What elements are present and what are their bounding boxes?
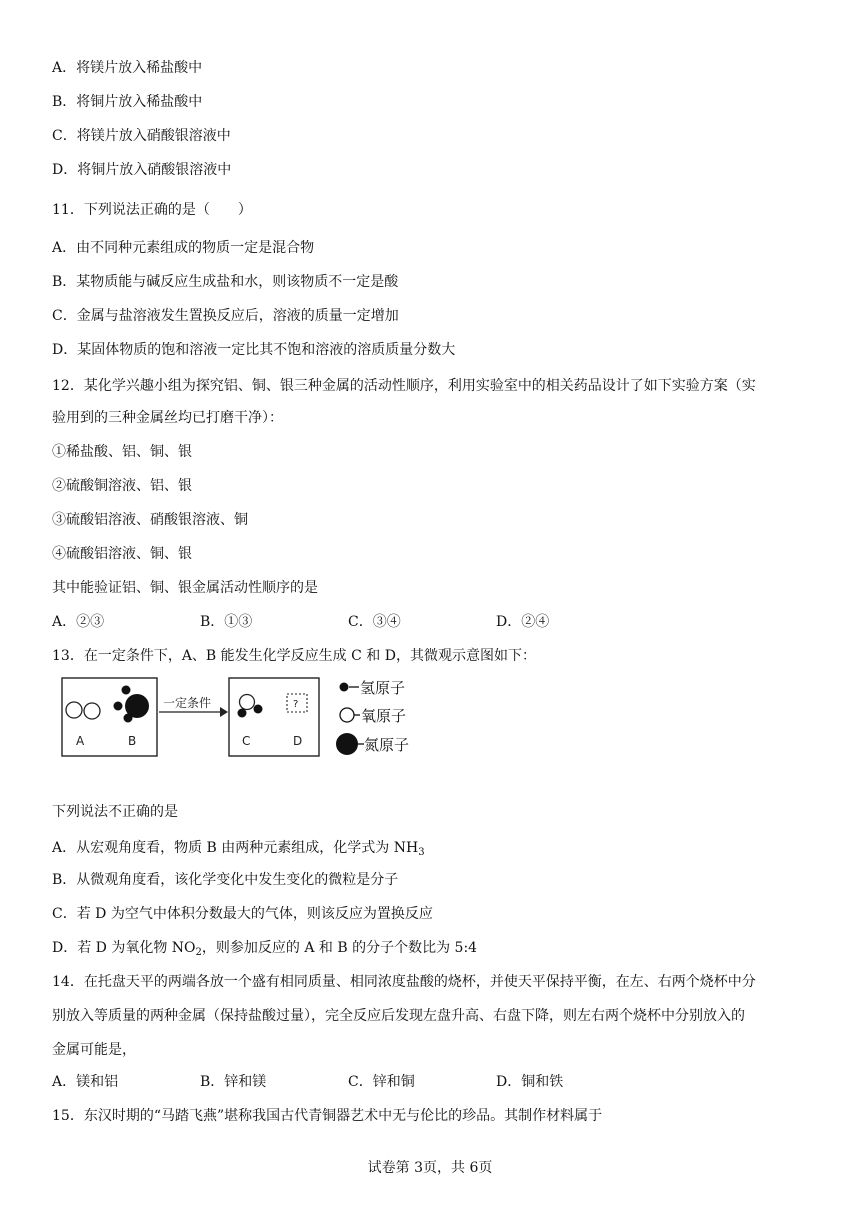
q12-question: 其中能验证铝、铜、银金属活动性顺序的是 — [52, 580, 318, 596]
q13-option-b: B．从微观角度看，该化学变化中发生变化的微粒是分子 — [52, 872, 399, 888]
q10-option-a: A．将镁片放入稀盐酸中 — [52, 60, 203, 76]
q12-scheme-4: ④硫酸铝溶液、铜、银 — [52, 546, 192, 562]
q11-option-b: B．某物质能与碱反应生成盐和水，则该物质不一定是酸 — [52, 274, 399, 290]
q14-option-d: D．铜和铁 — [496, 1074, 564, 1090]
q14-stem-line3: 金属可能是， — [52, 1042, 136, 1058]
q13-option-a-subscript: 3 — [418, 847, 425, 858]
q12-option-a: A．②③ — [52, 614, 105, 630]
legend-hydrogen: 氢原子 — [360, 679, 406, 697]
q12-stem-line2: 验用到的三种金属丝均已打磨干净）： — [52, 410, 283, 426]
q14-stem-line1: 14．在托盘天平的两端各放一个盛有相同质量、相同浓度盐酸的烧杯，并使天平保持平衡，在左、右两个烧杯中分 — [52, 974, 756, 990]
q12-options — [52, 612, 549, 632]
q13-stem: 13．在一定条件下，A、B 能发生化学反应生成 C 和 D，其微观示意图如下： — [52, 648, 536, 664]
q12-option-d: D．②④ — [496, 614, 550, 630]
label-a: A — [76, 734, 85, 748]
oxygen-atom-legend-icon — [340, 708, 360, 722]
q12-scheme-3: ③硫酸铝溶液、硝酸银溶液、铜 — [52, 512, 248, 528]
q14-option-a: A．镁和铝 — [52, 1074, 119, 1090]
q11-stem: 11．下列说法正确的是（ ） — [52, 202, 252, 218]
q14-option-b: B．锌和镁 — [200, 1074, 267, 1090]
q10-option-d: D．将铜片放入硝酸银溶液中 — [52, 162, 232, 178]
q13-option-a-text: A．从宏观角度看，物质 B 由两种元素组成，化学式为 NH — [52, 840, 419, 856]
hydrogen-atom-legend-icon — [340, 683, 360, 692]
q15-stem: 15．东汉时期的“马踏飞燕”堪称我国古代青铜器艺术中无与伦比的珍品。其制作材料属于 — [52, 1108, 603, 1124]
q12-scheme-1: ①稀盐酸、铝、铜、银 — [52, 444, 192, 460]
nitrogen-atom-legend-icon — [336, 733, 364, 755]
arrow-condition-label: 一定条件 — [163, 696, 212, 710]
label-c: C — [242, 734, 251, 748]
q12-option-b: B．①③ — [200, 614, 253, 630]
q13-option-d-pre: D．若 D 为氧化物 NO — [52, 940, 196, 956]
q12-option-c: C．③④ — [348, 614, 401, 630]
unknown-mark: ? — [293, 699, 299, 710]
q11-option-c: C．金属与盐溶液发生置换反应后，溶液的质量一定增加 — [52, 308, 399, 324]
q12-scheme-2: ②硫酸铜溶液、铝、银 — [52, 478, 192, 494]
q13-option-c: C．若 D 为空气中体积分数最大的气体，则该反应为置换反应 — [52, 906, 433, 922]
legend-oxygen: 氧原子 — [361, 707, 407, 725]
ammonia-molecule-icon — [114, 686, 150, 723]
q13-question: 下列说法不正确的是 — [52, 804, 178, 820]
legend-nitrogen: 氮原子 — [364, 736, 410, 754]
q14-option-c: C．锌和铜 — [348, 1074, 415, 1090]
oxygen-molecule-icon — [66, 702, 100, 719]
q10-option-c: C．将镁片放入硝酸银溶液中 — [52, 128, 231, 144]
q11-option-a: A．由不同种元素组成的物质一定是混合物 — [52, 240, 315, 256]
q10-option-b: B．将铜片放入稀盐酸中 — [52, 94, 203, 110]
water-molecule-icon — [238, 695, 263, 718]
q13-option-d-post: ，则参加反应的 A 和 B 的分子个数比为 5:4 — [201, 940, 478, 956]
label-d: D — [293, 734, 303, 748]
page-footer: 试卷第 3页，共 6页 — [367, 1160, 493, 1176]
q14-stem-line2: 别放入等质量的两种金属（保持盐酸过量），完全反应后发现左盘升高、右盘下降，则左右两个烧杯中分别放入的 — [52, 1008, 745, 1024]
q12-stem-line1: 12．某化学兴趣小组为探究铝、铜、银三种金属的活动性顺序，利用实验室中的相关药品设计了如下实验方案（实 — [52, 378, 756, 394]
q14-options — [52, 1072, 563, 1092]
reaction-micro-diagram — [60, 676, 440, 758]
q13-option-d-subscript: 2 — [195, 947, 202, 958]
q13-option-a — [52, 838, 425, 858]
q13-option-d — [52, 938, 477, 958]
q11-option-d: D．某固体物质的饱和溶液一定比其不饱和溶液的溶质质量分数大 — [52, 342, 456, 358]
label-b: B — [128, 734, 137, 748]
